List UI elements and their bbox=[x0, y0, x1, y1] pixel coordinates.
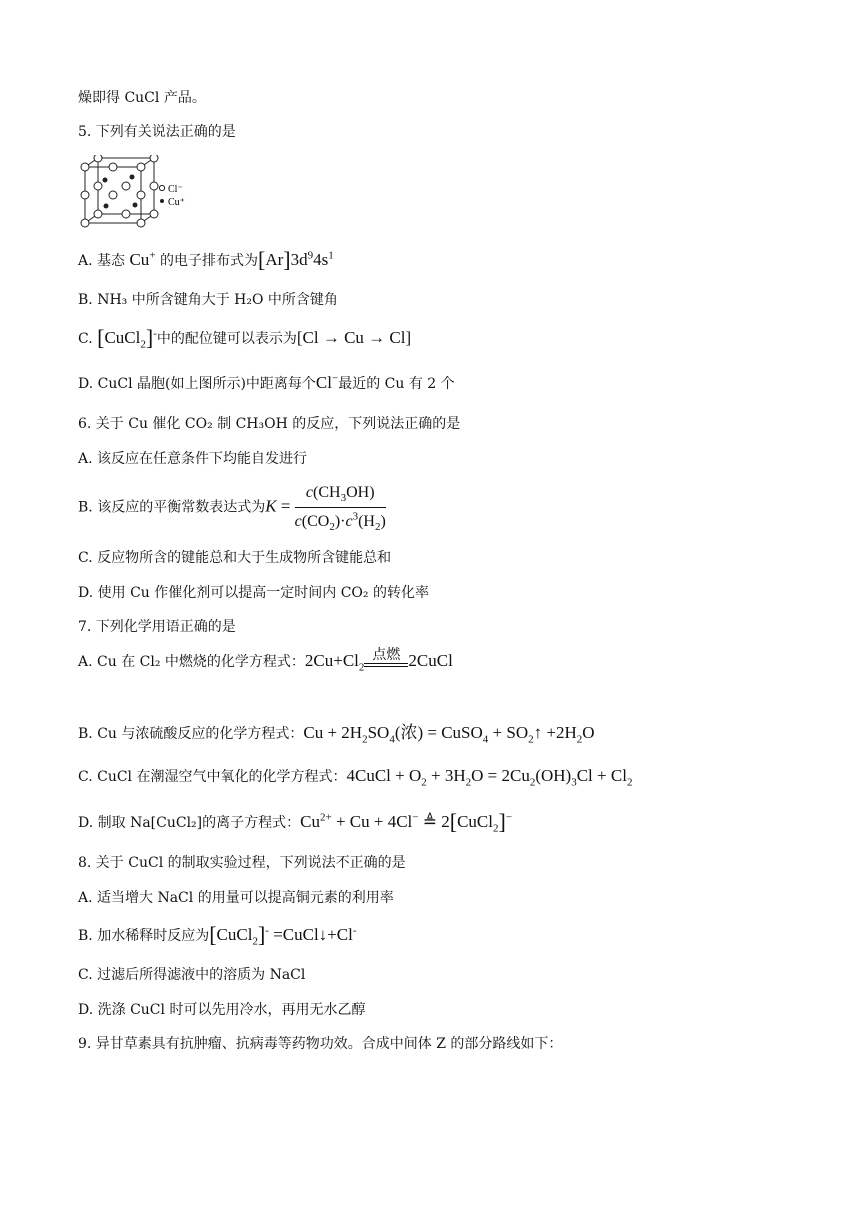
option-8b: B. 加水稀释时反应为[CuCl$_2$]- =CuCl↓+Cl- bbox=[78, 922, 357, 948]
legend-cu: Cu⁺ bbox=[168, 197, 185, 208]
question-5: 5. 下列有关说法正确的是 bbox=[78, 124, 236, 140]
option-7a: A. Cu 在 Cl₂ 中燃烧的化学方程式：$2Cu+Cl_2$ 点燃 2CuCl bbox=[78, 647, 453, 674]
option-6d: D. 使用 Cu 作催化剂可以提高一定时间内 CO₂ 的转化率 bbox=[78, 585, 429, 601]
question-9: 9. 异甘草素具有抗肿瘤、抗病毒等药物功效。合成中间体 Z 的部分路线如下： bbox=[78, 1036, 563, 1052]
option-5d: D. CuCl 晶胞(如上图所示)中距离每个Cl−最近的 Cu 有 2 个 bbox=[78, 372, 455, 392]
question-7: 7. 下列化学用语正确的是 bbox=[78, 619, 236, 635]
option-5c: C. [CuCl$_2$]-中的配位键可以表示为[Cl → Cu → Cl] bbox=[78, 325, 412, 351]
question-8: 8. 关于 CuCl 的制取实验过程，下列说法不正确的是 bbox=[78, 855, 406, 871]
crystal-cell-figure bbox=[80, 155, 200, 231]
option-6c: C. 反应物所含的键能总和大于生成物所含键能总和 bbox=[78, 550, 392, 566]
option-5b: B. NH₃ 中所含键角大于 H₂O 中所含键角 bbox=[78, 292, 338, 308]
option-7c: C. CuCl 在潮湿空气中氧化的化学方程式：4CuCl + $O_2 + 3H_2O = 2Cu_2(OH)_3Cl + Cl_2$ bbox=[78, 766, 633, 789]
question-6: 6. 关于 Cu 催化 CO₂ 制 CH₃OH 的反应，下列说法正确的是 bbox=[78, 416, 461, 432]
legend-cl: Cl⁻ bbox=[168, 184, 183, 195]
text-line: 燥即得 CuCl 产品。 bbox=[78, 90, 206, 106]
option-8d: D. 洗涤 CuCl 时可以先用冷水，再用无水乙醇 bbox=[78, 1002, 366, 1018]
option-8c: C. 过滤后所得滤液中的溶质为 NaCl bbox=[78, 967, 306, 983]
option-7d: D. 制取 Na[CuCl₂]的离子方程式：$Cu^{2+} + Cu + 4Cl^-$ ≜ 2[CuCl$_2$]− bbox=[78, 809, 513, 835]
option-7b: B. Cu 与浓硫酸反应的化学方程式：$Cu + 2H_2SO_4$(浓) = CuSO$_4$ + $SO_2↑ +2H_2O$ bbox=[78, 723, 595, 746]
option-6b: B. 该反应的平衡常数表达式为K = $\frac{c(CH_3OH)}{c(CO_2)\cdot c^3(H_2)}$ bbox=[78, 481, 386, 534]
option-8a: A. 适当增大 NaCl 的用量可以提高铜元素的利用率 bbox=[78, 890, 394, 906]
option-6a: A. 该反应在任意条件下均能自发进行 bbox=[78, 451, 308, 467]
option-5a: A. 基态 Cu+ 的电子排布式为$[Ar]3d^94s^1$ bbox=[78, 247, 334, 272]
